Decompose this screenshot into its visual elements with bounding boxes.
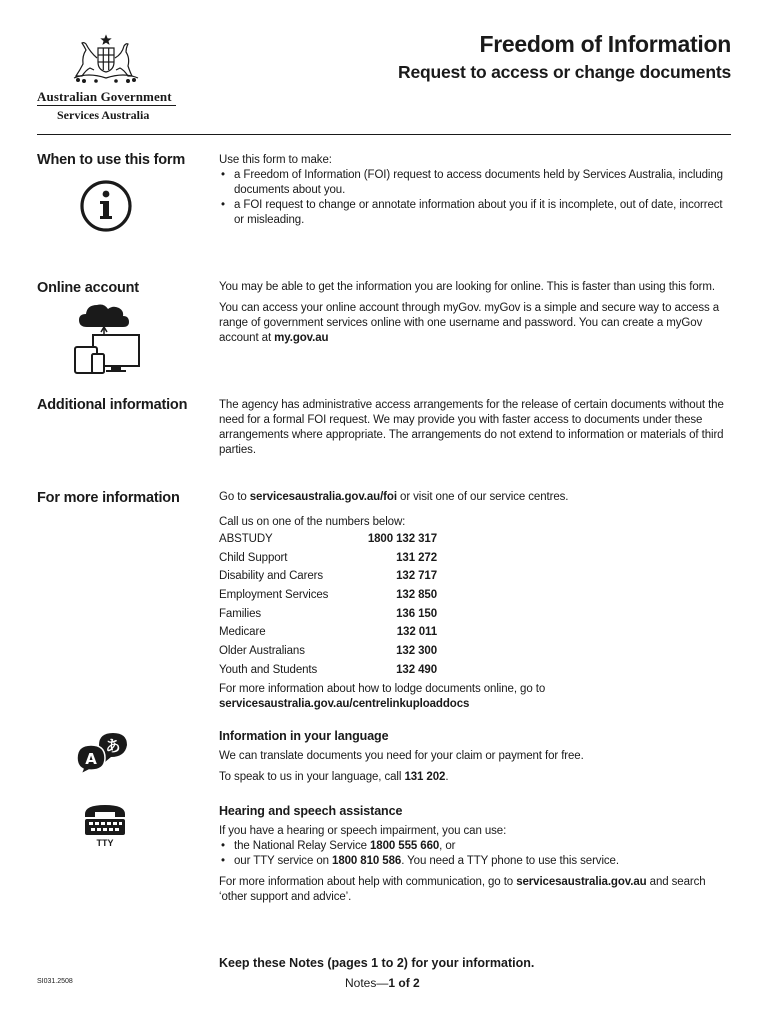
online-para-2-text: You can access your online account through myGov. myGov is a simple and secure way to access a range of government services online with one username and password. You can create a myGov account at <box>219 302 720 344</box>
phone-service: Older Australians <box>219 644 305 657</box>
cloud-devices-icon <box>73 301 141 374</box>
phone-row <box>219 642 437 661</box>
phone-row <box>219 661 437 680</box>
call-intro: Call us on one of the numbers below: <box>219 516 406 528</box>
language-heading: Information in your language <box>219 729 389 743</box>
phone-row <box>219 530 437 549</box>
page-number <box>345 976 420 990</box>
lodge-text: For more information about how to lodge documents online, go to <box>219 682 546 695</box>
phone-number: 1800 132 317 <box>367 532 437 545</box>
services-australia-link[interactable]: servicesaustralia.gov.au <box>516 876 647 888</box>
lodge-link[interactable]: servicesaustralia.gov.au/centrelinkuploaddocs <box>219 697 470 710</box>
language-para-2-suffix: . <box>445 771 449 783</box>
language-para-2-prefix: To speak to us in your language, call <box>219 771 405 783</box>
phone-row <box>219 623 437 642</box>
phone-number: 132 011 <box>396 626 437 639</box>
language-icon-letter-b: あ <box>105 737 121 755</box>
hearing-bullet-tty <box>219 854 731 869</box>
foi-link[interactable]: servicesaustralia.gov.au/foi <box>249 491 397 503</box>
more-body <box>219 490 731 712</box>
dept-name: Services Australia <box>57 108 150 122</box>
additional-body <box>219 398 731 464</box>
phone-row <box>219 549 437 568</box>
nrs-suffix: , or <box>439 840 456 852</box>
info-icon <box>79 179 133 233</box>
language-para-2 <box>219 770 731 785</box>
when-intro: Use this form to make: <box>219 154 332 166</box>
hearing-more <box>219 875 731 905</box>
page-number-value: 1 of 2 <box>388 976 420 990</box>
phone-number: 132 300 <box>396 644 437 657</box>
tty-icon-label: TTY <box>96 838 114 848</box>
phone-service: Youth and Students <box>219 663 318 676</box>
form-code: SI031.2508 <box>37 978 73 985</box>
online-heading: Online account <box>37 280 139 296</box>
when-bullet-change: • a FOI request to change or annotate information about you if it is incomplete, out of date, incorrect or misleading. <box>219 198 731 228</box>
phone-number: 136 150 <box>396 607 437 620</box>
hearing-more-prefix: For more information about help with communication, go to <box>219 876 517 888</box>
phone-service: Employment Services <box>219 588 329 601</box>
phone-row <box>219 586 437 605</box>
phone-number: 131 272 <box>396 551 437 564</box>
coat-of-arms-logo <box>68 34 144 86</box>
phone-row <box>219 567 437 586</box>
nrs-number: 1800 555 660 <box>370 840 440 852</box>
hearing-bullet-nrs <box>219 839 731 854</box>
mygov-link[interactable]: my.gov.au <box>274 332 329 344</box>
language-phone-number: 131 202 <box>404 771 446 783</box>
phone-number: 132 490 <box>396 663 437 676</box>
more-goto-suffix: or visit one of our service centres. <box>396 491 569 503</box>
additional-heading: Additional information <box>37 397 188 413</box>
additional-para: The agency has administrative access arrangements for the release of certain documents without the need for a formal FOI request. We may provide you with faster access to documents under these arrangements where appropriate. The arrangements do not extend to information or materials of third parties. <box>219 399 724 456</box>
phone-table <box>219 530 437 680</box>
phone-number: 132 717 <box>396 570 437 583</box>
online-para-2 <box>219 301 731 346</box>
hearing-heading: Hearing and speech assistance <box>219 804 403 818</box>
phone-number: 132 850 <box>396 588 437 601</box>
when-body <box>219 153 731 228</box>
when-bullet-access: • a Freedom of Information (FOI) request to access documents held by Services Australia, including documents about you. <box>219 168 731 198</box>
phone-service: Families <box>219 607 262 620</box>
phone-row <box>219 605 437 624</box>
gov-name-rule <box>37 105 176 106</box>
language-icon-letter-a: A <box>85 750 97 768</box>
more-heading: For more information <box>37 490 180 506</box>
more-goto-prefix: Go to <box>219 491 250 503</box>
gov-name: Australian Government <box>37 89 172 104</box>
phone-service: ABSTUDY <box>219 532 273 545</box>
more-goto <box>219 490 731 505</box>
language-body <box>219 729 731 791</box>
tty-prefix: our TTY service on <box>234 855 333 867</box>
online-para-1: You may be able to get the information you are looking for online. This is faster than using this form. <box>219 281 715 293</box>
keep-notes: Keep these Notes (pages 1 to 2) for your information. <box>219 956 535 970</box>
phone-service: Medicare <box>219 626 266 639</box>
hearing-intro: If you have a hearing or speech impairment, you can use: <box>219 825 507 837</box>
online-body <box>219 280 731 352</box>
phone-service: Disability and Carers <box>219 570 323 583</box>
page-number-prefix: Notes— <box>345 976 389 990</box>
language-para-1: We can translate documents you need for your claim or payment for free. <box>219 750 584 762</box>
tty-suffix: . You need a TTY phone to use this service. <box>401 855 619 867</box>
tty-number: 1800 810 586 <box>332 855 402 867</box>
hearing-body <box>219 804 731 911</box>
when-heading: When to use this form <box>37 152 186 168</box>
page-title: Freedom of Information <box>479 31 731 57</box>
tty-icon <box>81 802 129 848</box>
hearing-more-suffix: and search ‘other support and advice’. <box>219 876 706 903</box>
nrs-prefix: the National Relay Service <box>234 840 371 852</box>
phone-service: Child Support <box>219 551 288 564</box>
page-subtitle: Request to access or change documents <box>398 62 731 82</box>
header-divider <box>37 134 731 135</box>
language-icon <box>75 731 139 775</box>
